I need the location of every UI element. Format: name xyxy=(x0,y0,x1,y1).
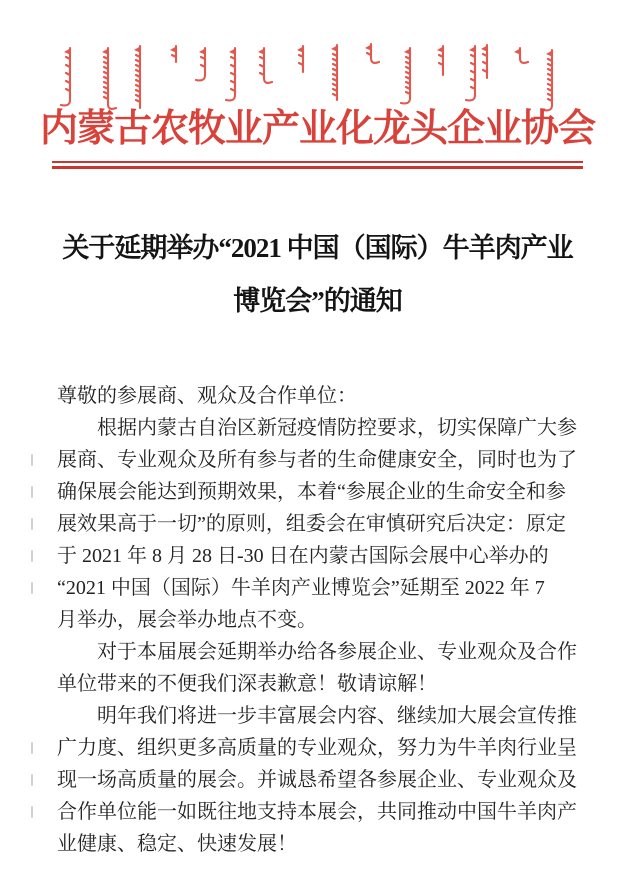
org-name: 内蒙古农牧业产业化龙头企业协会 xyxy=(39,108,595,150)
body-line: 根据内蒙古自治区新冠疫情防控要求，切实保障广大参 xyxy=(97,417,577,439)
body-line: 展商、专业观众及所有参与者的生命健康安全，同时也为了 xyxy=(57,449,577,471)
scan-artifact xyxy=(31,550,33,562)
scan-artifact xyxy=(31,518,33,530)
body-line: 单位带来的不便我们深表歉意！敬请谅解！ xyxy=(57,673,437,695)
scan-artifact xyxy=(31,742,33,754)
scan-artifact xyxy=(31,454,33,466)
notice-body xyxy=(57,380,583,860)
body-line: 月举办，展会举办地点不变。 xyxy=(57,609,317,631)
body-salutation: 尊敬的参展商、观众及合作单位： xyxy=(57,385,357,407)
body-line: 对于本届展会延期举办给各参展企业、专业观众及合作 xyxy=(97,641,577,663)
body-line: 现一场高质量的展会。并诚恳希望各参展企业、专业观众及 xyxy=(57,769,577,791)
body-line: “2021 中国（国际）牛羊肉产业博览会”延期至 2022 年 7 xyxy=(57,577,545,599)
notice-title xyxy=(0,222,635,328)
body-line: 确保展会能达到预期效果，本着“参展企业的生命安全和参 xyxy=(57,481,566,503)
scan-artifact xyxy=(31,486,33,498)
scan-artifact xyxy=(31,582,33,594)
body-line: 广力度、组织更多高质量的专业观众，努力为牛羊肉行业呈 xyxy=(57,737,577,759)
body-line: 合作单位能一如既往地支持本展会，共同推动中国牛羊肉产 xyxy=(57,801,577,823)
body-line: 于 2021 年 8 月 28 日-30 日在内蒙古国际会展中心举办的 xyxy=(57,545,549,567)
notice-title-line1: 关于延期举办“2021 中国（国际）牛羊肉产业 xyxy=(62,233,573,263)
letterhead-rule-bottom xyxy=(52,166,583,169)
mongolian-script-banner xyxy=(56,42,576,112)
body-line: 明年我们将进一步丰富展会内容、继续加大展会宣传推 xyxy=(97,705,577,727)
body-line: 业健康、稳定、快速发展！ xyxy=(57,833,297,855)
letterhead-rule xyxy=(52,161,583,169)
scan-artifact xyxy=(31,774,33,786)
scan-artifact xyxy=(31,806,33,818)
body-line: 展效果高于一切”的原则，组委会在审慎研究后决定：原定 xyxy=(57,513,566,535)
notice-title-line2: 博览会”的通知 xyxy=(233,286,402,316)
